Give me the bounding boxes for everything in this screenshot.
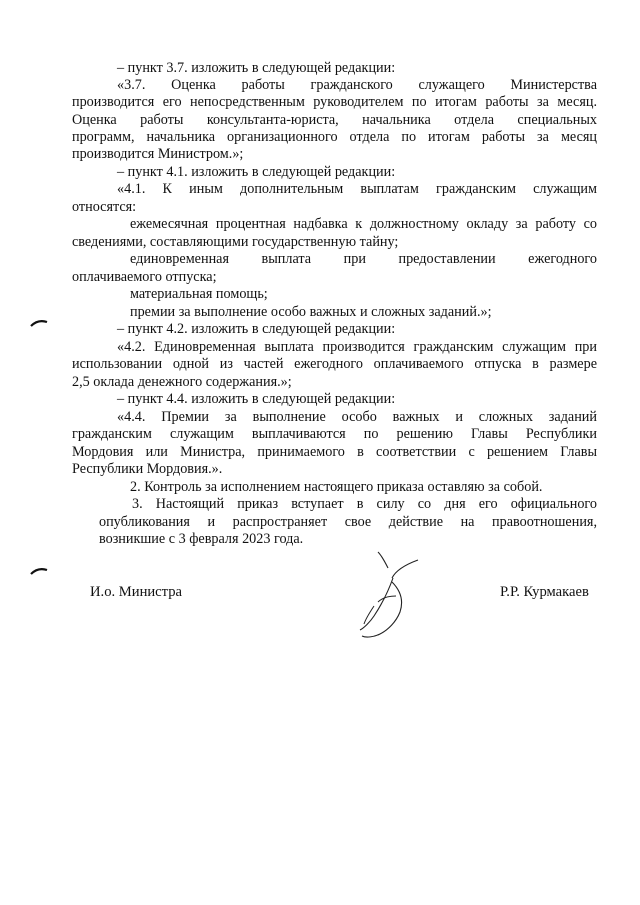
text-line: 2. Контроль за исполнением настоящего приказа оставляю за собой. [130,479,543,495]
text-line: – пункт 4.2. изложить в следующей редакции: [117,321,396,337]
text-line: производится его непосредственным руководителем по итогам работы за месяц. [72,94,597,110]
signatory-name: Р.Р. Курмакаев [500,584,589,600]
signatory-position: И.о. Министра [90,584,182,600]
text-line: материальная помощь; [130,286,268,302]
margin-mark-lower [30,566,48,576]
text-line: «4.4. Премии за выполнение особо важных и сложных заданий [117,409,597,425]
text-line: «4.2. Единовременная выплата производится гражданским служащим при [117,339,597,355]
text-line: «3.7. Оценка работы гражданского служащего Министерства [117,77,597,93]
text-line: – пункт 3.7. изложить в следующей редакции: [117,60,396,76]
text-line: – пункт 4.4. изложить в следующей редакции: [117,391,396,407]
text-line: – пункт 4.1. изложить в следующей редакции: [117,164,396,180]
handwritten-signature [352,548,432,643]
text-line: единовременная выплата при предоставлении ежегодного [130,251,597,267]
text-line: Оценка работы консультанта-юриста, начальника отдела специальных [72,112,597,128]
text-line: оплачиваемого отпуска; [72,269,217,285]
text-line: «4.1. К иным дополнительным выплатам гражданским служащим [117,181,597,197]
text-line: опубликования и распространяет свое действие на правоотношения, [99,514,597,530]
text-line: программ, начальника организационного отдела по итогам работы за месяц [72,129,597,145]
text-line: 3. Настоящий приказ вступает в силу со дня его официального [132,496,597,512]
text-line: производится Министром.»; [72,146,244,162]
text-line: использовании одной из частей ежегодного оплачиваемого отпуска в размере [72,356,597,372]
text-line: 2,5 оклада денежного содержания.»; [72,374,292,390]
text-line: премии за выполнение особо важных и сложных заданий.»; [130,304,492,320]
text-line: ежемесячная процентная надбавка к должностному окладу за работу со [130,216,597,232]
text-line: Республики Мордовия.». [72,461,223,477]
text-line: относятся: [72,199,137,215]
text-line: возникшие с 3 февраля 2023 года. [99,531,304,547]
text-line: сведениями, составляющими государственную тайну; [72,234,399,250]
text-line: гражданским служащим выплачиваются по решению Главы Республики [72,426,597,442]
margin-mark-upper [30,318,48,328]
text-line: Мордовия или Министра, принимаемого в соответствии с решением Главы [72,444,597,460]
